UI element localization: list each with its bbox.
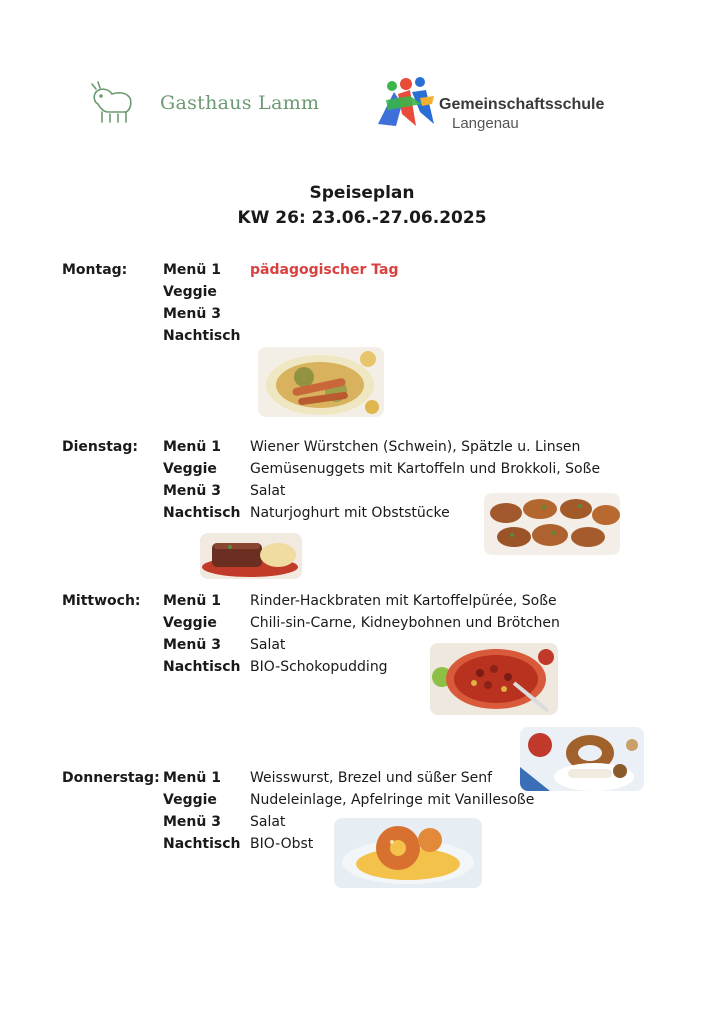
menu1-label: Menü 1 <box>163 439 221 455</box>
dessert-dish: Naturjoghurt mit Obststücke <box>250 505 450 521</box>
school-city: Langenau <box>452 115 519 132</box>
meatloaf-photo <box>200 533 302 579</box>
menu1-label: Menü 1 <box>163 770 221 786</box>
gasthaus-lamm-logo <box>88 78 328 128</box>
menu3-dish: Salat <box>250 483 286 499</box>
week-subtitle: KW 26: 23.06.-27.06.2025 <box>237 208 487 228</box>
chili-photo <box>430 643 558 715</box>
menu1-label: Menü 1 <box>163 593 221 609</box>
sausage-spaetzle-photo <box>258 347 384 417</box>
menu3-label: Menü 3 <box>163 483 221 499</box>
menu1-dish: Weisswurst, Brezel und süßer Senf <box>250 770 493 786</box>
menu3-label: Menü 3 <box>163 637 221 653</box>
dessert-dish: BIO-Obst <box>250 836 314 852</box>
dessert-label: Nachtisch <box>163 659 241 675</box>
menu3-label: Menü 3 <box>163 814 221 830</box>
page-title: Speiseplan <box>309 183 415 203</box>
gasthaus-lamm-text: Gasthaus Lamm <box>160 92 320 114</box>
menu1-dish: pädagogischer Tag <box>250 262 399 278</box>
veggie-label: Veggie <box>163 461 217 477</box>
weisswurst-pretzel-photo <box>520 727 644 791</box>
menu1-dish: Wiener Würstchen (Schwein), Spätzle u. Linsen <box>250 439 581 455</box>
day-label: Dienstag: <box>62 439 138 455</box>
veggie-label: Veggie <box>163 284 217 300</box>
veggie-label: Veggie <box>163 615 217 631</box>
menu3-dish: Salat <box>250 814 286 830</box>
menu3-label: Menü 3 <box>163 306 221 322</box>
school-name: Gemeinschaftsschule <box>439 96 605 113</box>
lamb-icon <box>88 78 144 126</box>
veggie-dish: Chili-sin-Carne, Kidneybohnen und Brötchen <box>250 615 560 631</box>
school-logo <box>376 74 636 136</box>
people-figures-icon <box>376 74 438 132</box>
day-label: Montag: <box>62 262 128 278</box>
menu3-dish: Salat <box>250 637 286 653</box>
dessert-label: Nachtisch <box>163 836 241 852</box>
veggie-dish: Nudeleinlage, Apfelringe mit Vanillesoße <box>250 792 535 808</box>
day-label: Mittwoch: <box>62 593 141 609</box>
day-label: Donnerstag: <box>62 770 160 786</box>
vegetable-nuggets-photo <box>484 493 620 555</box>
veggie-label: Veggie <box>163 792 217 808</box>
dessert-label: Nachtisch <box>163 328 241 344</box>
dessert-label: Nachtisch <box>163 505 241 521</box>
dessert-dish: BIO-Schokopudding <box>250 659 388 675</box>
veggie-dish: Gemüsenuggets mit Kartoffeln und Brokkoli, Soße <box>250 461 601 477</box>
menu1-dish: Rinder-Hackbraten mit Kartoffelpürée, Soße <box>250 593 557 609</box>
menu1-label: Menü 1 <box>163 262 221 278</box>
apple-rings-photo <box>334 818 482 888</box>
